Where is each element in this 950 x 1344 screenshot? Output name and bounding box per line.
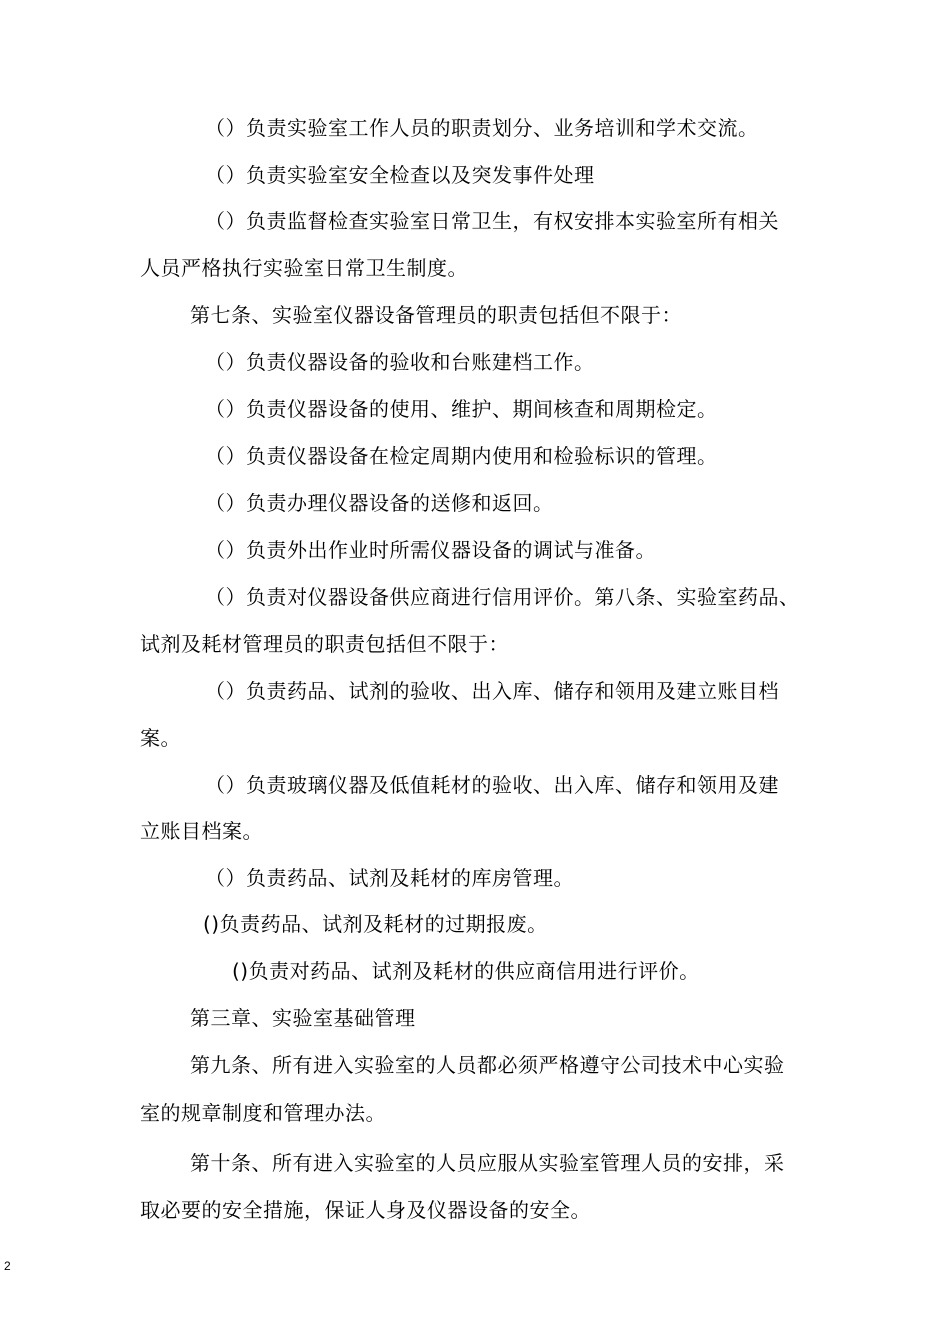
- text-line: （）负责办理仪器设备的送修和返回。: [205, 491, 554, 515]
- page-number: 2: [4, 1259, 11, 1273]
- text-line: 室的规章制度和管理办法。: [140, 1101, 386, 1125]
- text-line: ()负责对药品、试剂及耗材的供应商信用进行评价。: [232, 959, 700, 983]
- text-line: 人员严格执行实验室日常卫生制度。: [140, 256, 468, 280]
- text-line: （）负责玻璃仪器及低值耗材的验收、出入库、储存和领用及建: [205, 773, 779, 797]
- text-line: （）负责药品、试剂及耗材的库房管理。: [205, 866, 574, 890]
- article-heading: 第七条、实验室仪器设备管理员的职责包括但不限于：: [190, 303, 682, 327]
- text-line: 立账目档案。: [140, 819, 263, 843]
- text-line: （）负责药品、试剂的验收、出入库、储存和领用及建立账目档: [205, 679, 779, 703]
- text-line: （）负责仪器设备的使用、维护、期间核查和周期检定。: [205, 397, 718, 421]
- text-line: （）负责对仪器设备供应商进行信用评价。第八条、实验室药品、: [205, 585, 800, 609]
- text-line: 取必要的安全措施，保证人身及仪器设备的安全。: [140, 1198, 591, 1222]
- text-line: 试剂及耗材管理员的职责包括但不限于：: [140, 632, 509, 656]
- text-line: 第十条、所有进入实验室的人员应服从实验室管理人员的安排，采: [190, 1151, 785, 1175]
- text-line: 第九条、所有进入实验室的人员都必须严格遵守公司技术中心实验: [190, 1053, 785, 1077]
- text-line: （）负责实验室工作人员的职责划分、业务培训和学术交流。: [205, 116, 759, 140]
- text-line: （）负责监督检查实验室日常卫生，有权安排本实验室所有相关: [205, 209, 779, 233]
- text-line: （）负责仪器设备的验收和台账建档工作。: [205, 350, 595, 374]
- text-line: （）负责仪器设备在检定周期内使用和检验标识的管理。: [205, 444, 718, 468]
- chapter-heading: 第三章、实验室基础管理: [190, 1006, 416, 1030]
- text-line: ()负责药品、试剂及耗材的过期报废。: [203, 912, 548, 936]
- text-line: （）负责实验室安全检查以及突发事件处理: [205, 163, 595, 187]
- text-line: （）负责外出作业时所需仪器设备的调试与准备。: [205, 538, 656, 562]
- text-line: 案。: [140, 726, 181, 750]
